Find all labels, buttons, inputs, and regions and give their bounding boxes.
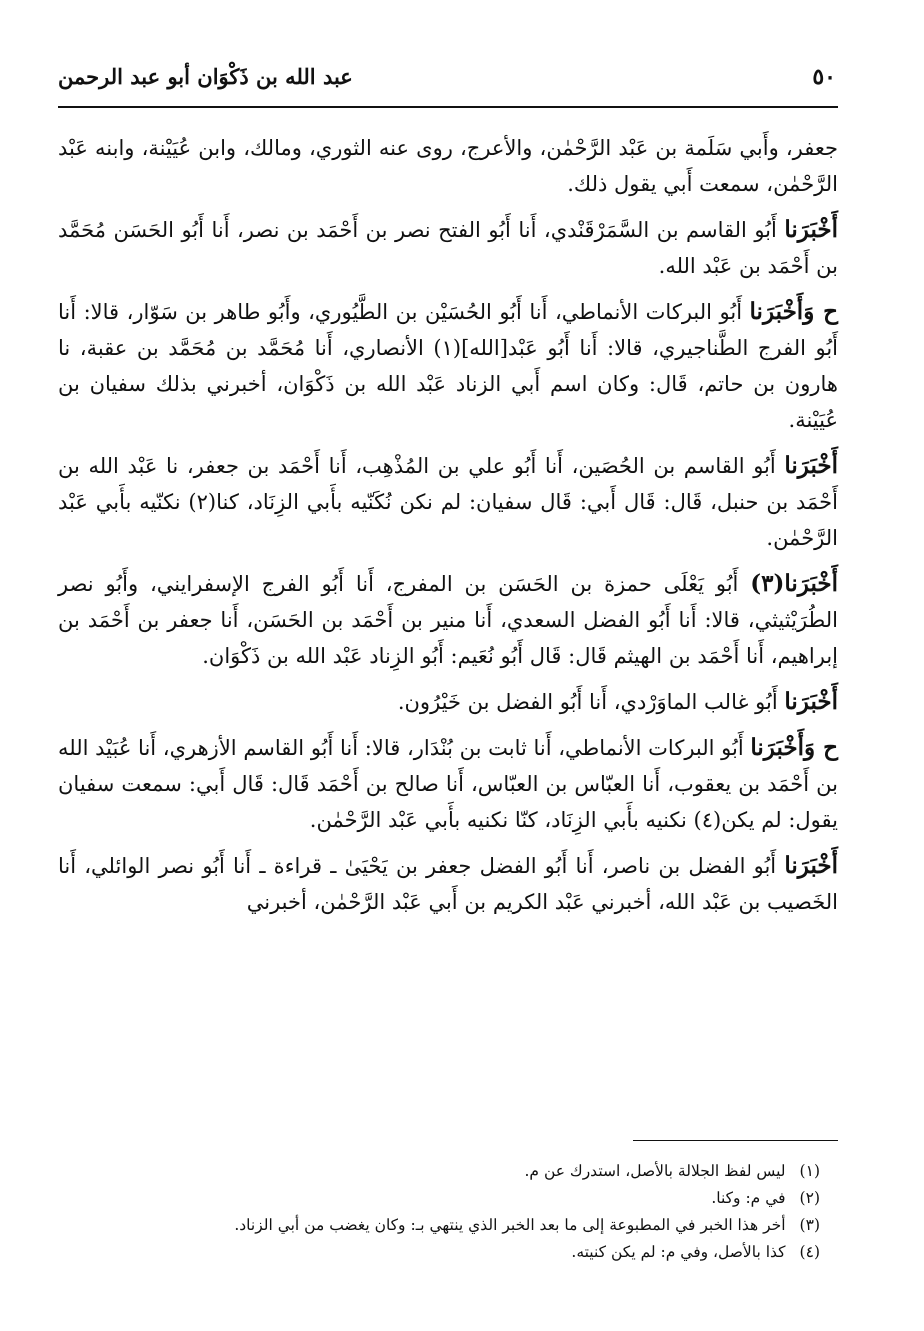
- page-number: ٥٠: [812, 64, 836, 90]
- paragraph-text: أَبُو البركات الأنماطي، أَنا أَبُو الحُسَيْن بن الطَّيُوري، وأَبُو طاهر بن سَوّار، قالا: أَنا أَبُو الفرج الطَّناجيري، قالا: أَنا أَبُو عَبْد[الله](١) الأنصاري، أَنا مُحَمَّد بن مُحَمَّد بن عقبة، نا هارون بن حاتم، قَال: وكان اسم أَبي الزناد عَبْد الله بن ذَكْوَان، أخبرني بذلك سفيان بن عُيَيْنة.: [58, 300, 838, 432]
- paragraph: [58, 848, 838, 920]
- footnote-text: كذا بالأصل، وفي م: لم يكن كنيته.: [571, 1243, 786, 1261]
- footnote: [58, 1185, 820, 1212]
- page-header: [58, 62, 836, 106]
- paragraph-text: أَبُو البركات الأنماطي، أَنا ثابت بن بُنْدَار، قالا: أَنا أَبُو القاسم الأزهري، أَنا عُبَيْد الله بن أَحْمَد بن يعقوب، أَنا العبّاس بن العبّاس، أَنا صالح بن أَحْمَد قَال: قَال أَبي: سمعت سفيان يقول: لم يكن(٤) نكنيه بأَبي الزِنَاد، كنّا نكنيه بأَبي عَبْد الرَّحْمٰن.: [58, 736, 838, 832]
- paragraph-lead: ح وَأَخْبَرَنا: [749, 298, 838, 325]
- paragraph-text: أَبُو القاسم بن الحُصَين، أَنا أَبُو علي بن المُذْهِب، أَنا أَحْمَد بن جعفر، نا عَبْد الله بن أَحْمَد بن حنبل، قَال: قَال أَبي: قَال سفيان: لم نكن نُكَنّيه بأَبي الزِنَاد، كنا(٢) نكنّيه بأَبي عَبْد الرَّحْمٰن.: [58, 454, 839, 550]
- paragraph: [58, 684, 838, 720]
- paragraph-lead: أَخْبَرَنا: [784, 688, 838, 715]
- footnote-text: أخر هذا الخبر في المطبوعة إلى ما بعد الخبر الذي ينتهي بـ: وكان يغضب من أبي الزناد.: [234, 1216, 786, 1234]
- paragraph-lead: أَخْبَرَنا(٣): [750, 570, 838, 597]
- paragraph: [58, 212, 838, 284]
- header-divider: [58, 106, 838, 108]
- paragraph-text: أَبُو غالب الماوَرْدي، أَنا أَبُو الفضل بن خَيْرُون.: [397, 690, 785, 714]
- paragraph-lead: أَخْبَرَنا: [784, 216, 838, 243]
- paragraph-text: أَبُو يَعْلَى حمزة بن الحَسَن بن المفرج، أَنا أَبُو الفرج الإسفرايني، وأَبُو نصر الطُرَيْثيثي، قالا: أَنا أَبُو الفضل السعدي، أَنا منير بن أَحْمَد بن الحَسَن، أَنا جعفر بن أَحْمَد بن إبراهيم، أَنا أَحْمَد بن الهيثم قَال: قَال أَبُو نُعَيم: أَبُو الزِناد عَبْد الله بن ذَكْوَان.: [58, 572, 838, 668]
- paragraph: [58, 294, 838, 438]
- footnote-number: (١): [799, 1162, 820, 1180]
- running-title: عبد الله بن ذَكْوَان أبو عبد الرحمن: [58, 64, 353, 89]
- footnote: [58, 1158, 820, 1185]
- footnote: [58, 1212, 820, 1239]
- paragraph: [58, 566, 838, 674]
- paragraph-text: أَبُو الفضل بن ناصر، أَنا أَبُو الفضل جعفر بن يَحْيَىٰ ـ قراءة ـ أَنا أَبُو نصر الوائلي، أَنا الخَصيب بن عَبْد الله، أخبرني عَبْد الكريم بن أَبي عَبْد الرَّحْمٰن، أخبرني: [58, 854, 838, 914]
- paragraph-text: أَبُو القاسم بن السَّمَرْقَنْدي، أَنا أَبُو الفتح نصر بن أَحْمَد بن نصر، أَنا أَبُو الحَسَن مُحَمَّد بن أَحْمَد بن عَبْد الله.: [58, 218, 838, 278]
- paragraph: [58, 448, 838, 556]
- footnote: [58, 1239, 820, 1266]
- paragraph: [58, 130, 838, 202]
- footnote-divider: [633, 1140, 838, 1141]
- paragraph-lead: أَخْبَرَنا: [784, 452, 838, 479]
- paragraph-lead: ح وَأَخْبَرَنا: [750, 734, 838, 761]
- footnotes: [58, 1158, 820, 1266]
- footnote-number: (٤): [799, 1243, 820, 1261]
- main-text: [58, 130, 838, 930]
- footnote-number: (٣): [799, 1216, 820, 1234]
- footnote-text: ليس لفظ الجلالة بالأصل، استدرك عن م.: [524, 1162, 786, 1180]
- footnote-number: (٢): [799, 1189, 820, 1207]
- footnote-text: في م: وكنا.: [711, 1189, 786, 1207]
- paragraph-lead: أَخْبَرَنا: [784, 852, 838, 879]
- paragraph: [58, 730, 838, 838]
- paragraph-text: جعفر، وأَبي سَلَمة بن عَبْد الرَّحْمٰن، والأعرج، روى عنه الثوري، ومالك، وابن عُيَيْنة، وابنه عَبْد الرَّحْمٰن، سمعت أَبي يقول ذلك.: [58, 136, 838, 196]
